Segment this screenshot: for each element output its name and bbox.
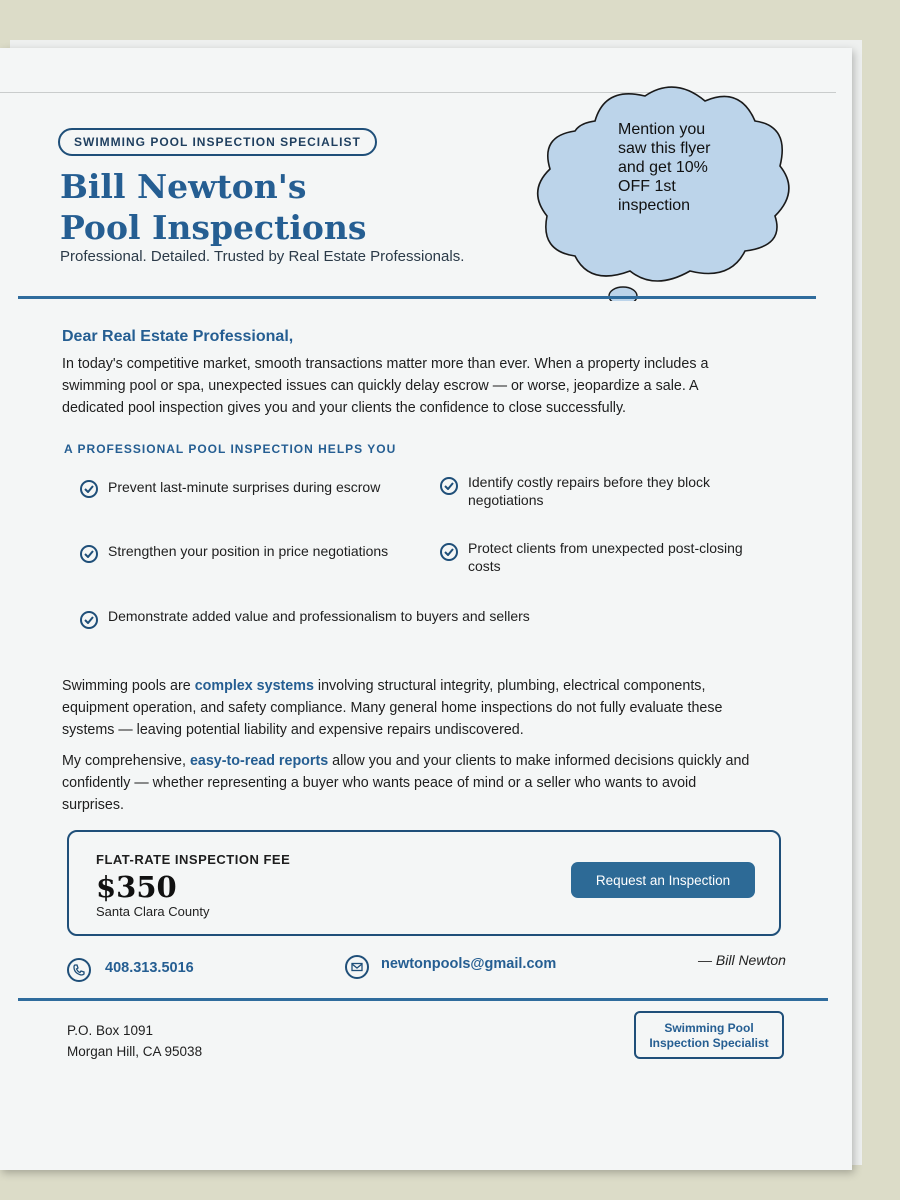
benefit-item: Identify costly repairs before they block negotiations <box>468 474 711 508</box>
promo-line: saw this flyer <box>618 140 711 157</box>
flyer-page <box>0 48 852 1170</box>
signature: — Bill Newton <box>698 952 786 968</box>
highlight-complex-systems: complex systems <box>194 678 314 694</box>
promo-text <box>618 120 748 215</box>
benefit-item: Protect clients from unexpected post-closing costs <box>468 540 743 574</box>
fee-price: $350 <box>96 870 177 904</box>
reports-paragraph <box>62 750 762 816</box>
footer-divider <box>18 998 828 1001</box>
intro-paragraph: In today's competitive market, smooth transactions matter more than ever. When a property includes a swimming pool or spa, unexpected issues can quickly delay escrow — or worse, jeopardize a sale. A dedicated pool inspection gives you and your clients the confidence to close successfully. <box>62 356 709 416</box>
specialist-badge <box>634 1011 784 1059</box>
check-circle-icon <box>80 480 98 498</box>
fee-box <box>67 830 781 936</box>
specialist-pill: SWIMMING POOL INSPECTION SPECIALIST <box>58 128 377 156</box>
highlight-easy-reports: easy-to-read reports <box>189 753 329 769</box>
text-run: involving structural integrity, plumbing, electrical components, equipment operation, and safety compliance. Many general home inspections do not fully evaluate these systems — leaving potential liability and expensive repairs undiscovered. <box>62 678 723 738</box>
benefit-item: Demonstrate added value and professionalism to buyers and sellers <box>108 608 530 624</box>
badge-line: Swimming Pool <box>664 1021 754 1035</box>
email-link[interactable]: newtonpools@gmail.com <box>381 956 557 972</box>
phone-icon <box>67 958 91 982</box>
mail-icon <box>345 955 369 979</box>
benefits-heading: A PROFESSIONAL POOL INSPECTION HELPS YOU <box>64 442 397 456</box>
promo-line: OFF 1st <box>618 178 676 195</box>
page-title <box>60 166 367 248</box>
fee-county: Santa Clara County <box>96 904 210 919</box>
address-line: Morgan Hill, CA 95038 <box>67 1044 203 1059</box>
title-line-2: Pool Inspections <box>60 208 367 247</box>
mailing-address <box>67 1020 202 1062</box>
promo-line: and get 10% <box>618 159 708 176</box>
text-run: allow you and your clients to make informed decisions quickly and confidently — whether representing a buyer who wants peace of mind or a seller who wants to avoid surprises. <box>62 753 750 813</box>
salutation: Dear Real Estate Professional, <box>62 328 294 345</box>
tagline: Professional. Detailed. Trusted by Real Estate Professionals. <box>60 248 465 265</box>
title-line-1: Bill Newton's <box>60 167 307 206</box>
badge-line: Inspection Specialist <box>649 1036 769 1050</box>
complex-systems-paragraph <box>62 675 762 741</box>
promo-line: inspection <box>618 197 691 214</box>
check-circle-icon <box>440 543 458 561</box>
address-line: P.O. Box 1091 <box>67 1023 154 1038</box>
promo-line: Mention you <box>618 121 706 138</box>
benefit-item: Prevent last-minute surprises during escrow <box>108 479 381 495</box>
phone-link[interactable]: 408.313.5016 <box>105 960 194 976</box>
text-run: My comprehensive, <box>62 753 190 769</box>
check-circle-icon <box>80 611 98 629</box>
check-circle-icon <box>80 545 98 563</box>
request-inspection-button[interactable]: Request an Inspection <box>571 862 755 898</box>
text-run: Swimming pools are <box>62 678 195 694</box>
header-divider <box>18 296 816 299</box>
benefit-item: Strengthen your position in price negotiations <box>108 543 389 559</box>
fee-label: FLAT-RATE INSPECTION FEE <box>96 852 291 867</box>
check-circle-icon <box>440 477 458 495</box>
